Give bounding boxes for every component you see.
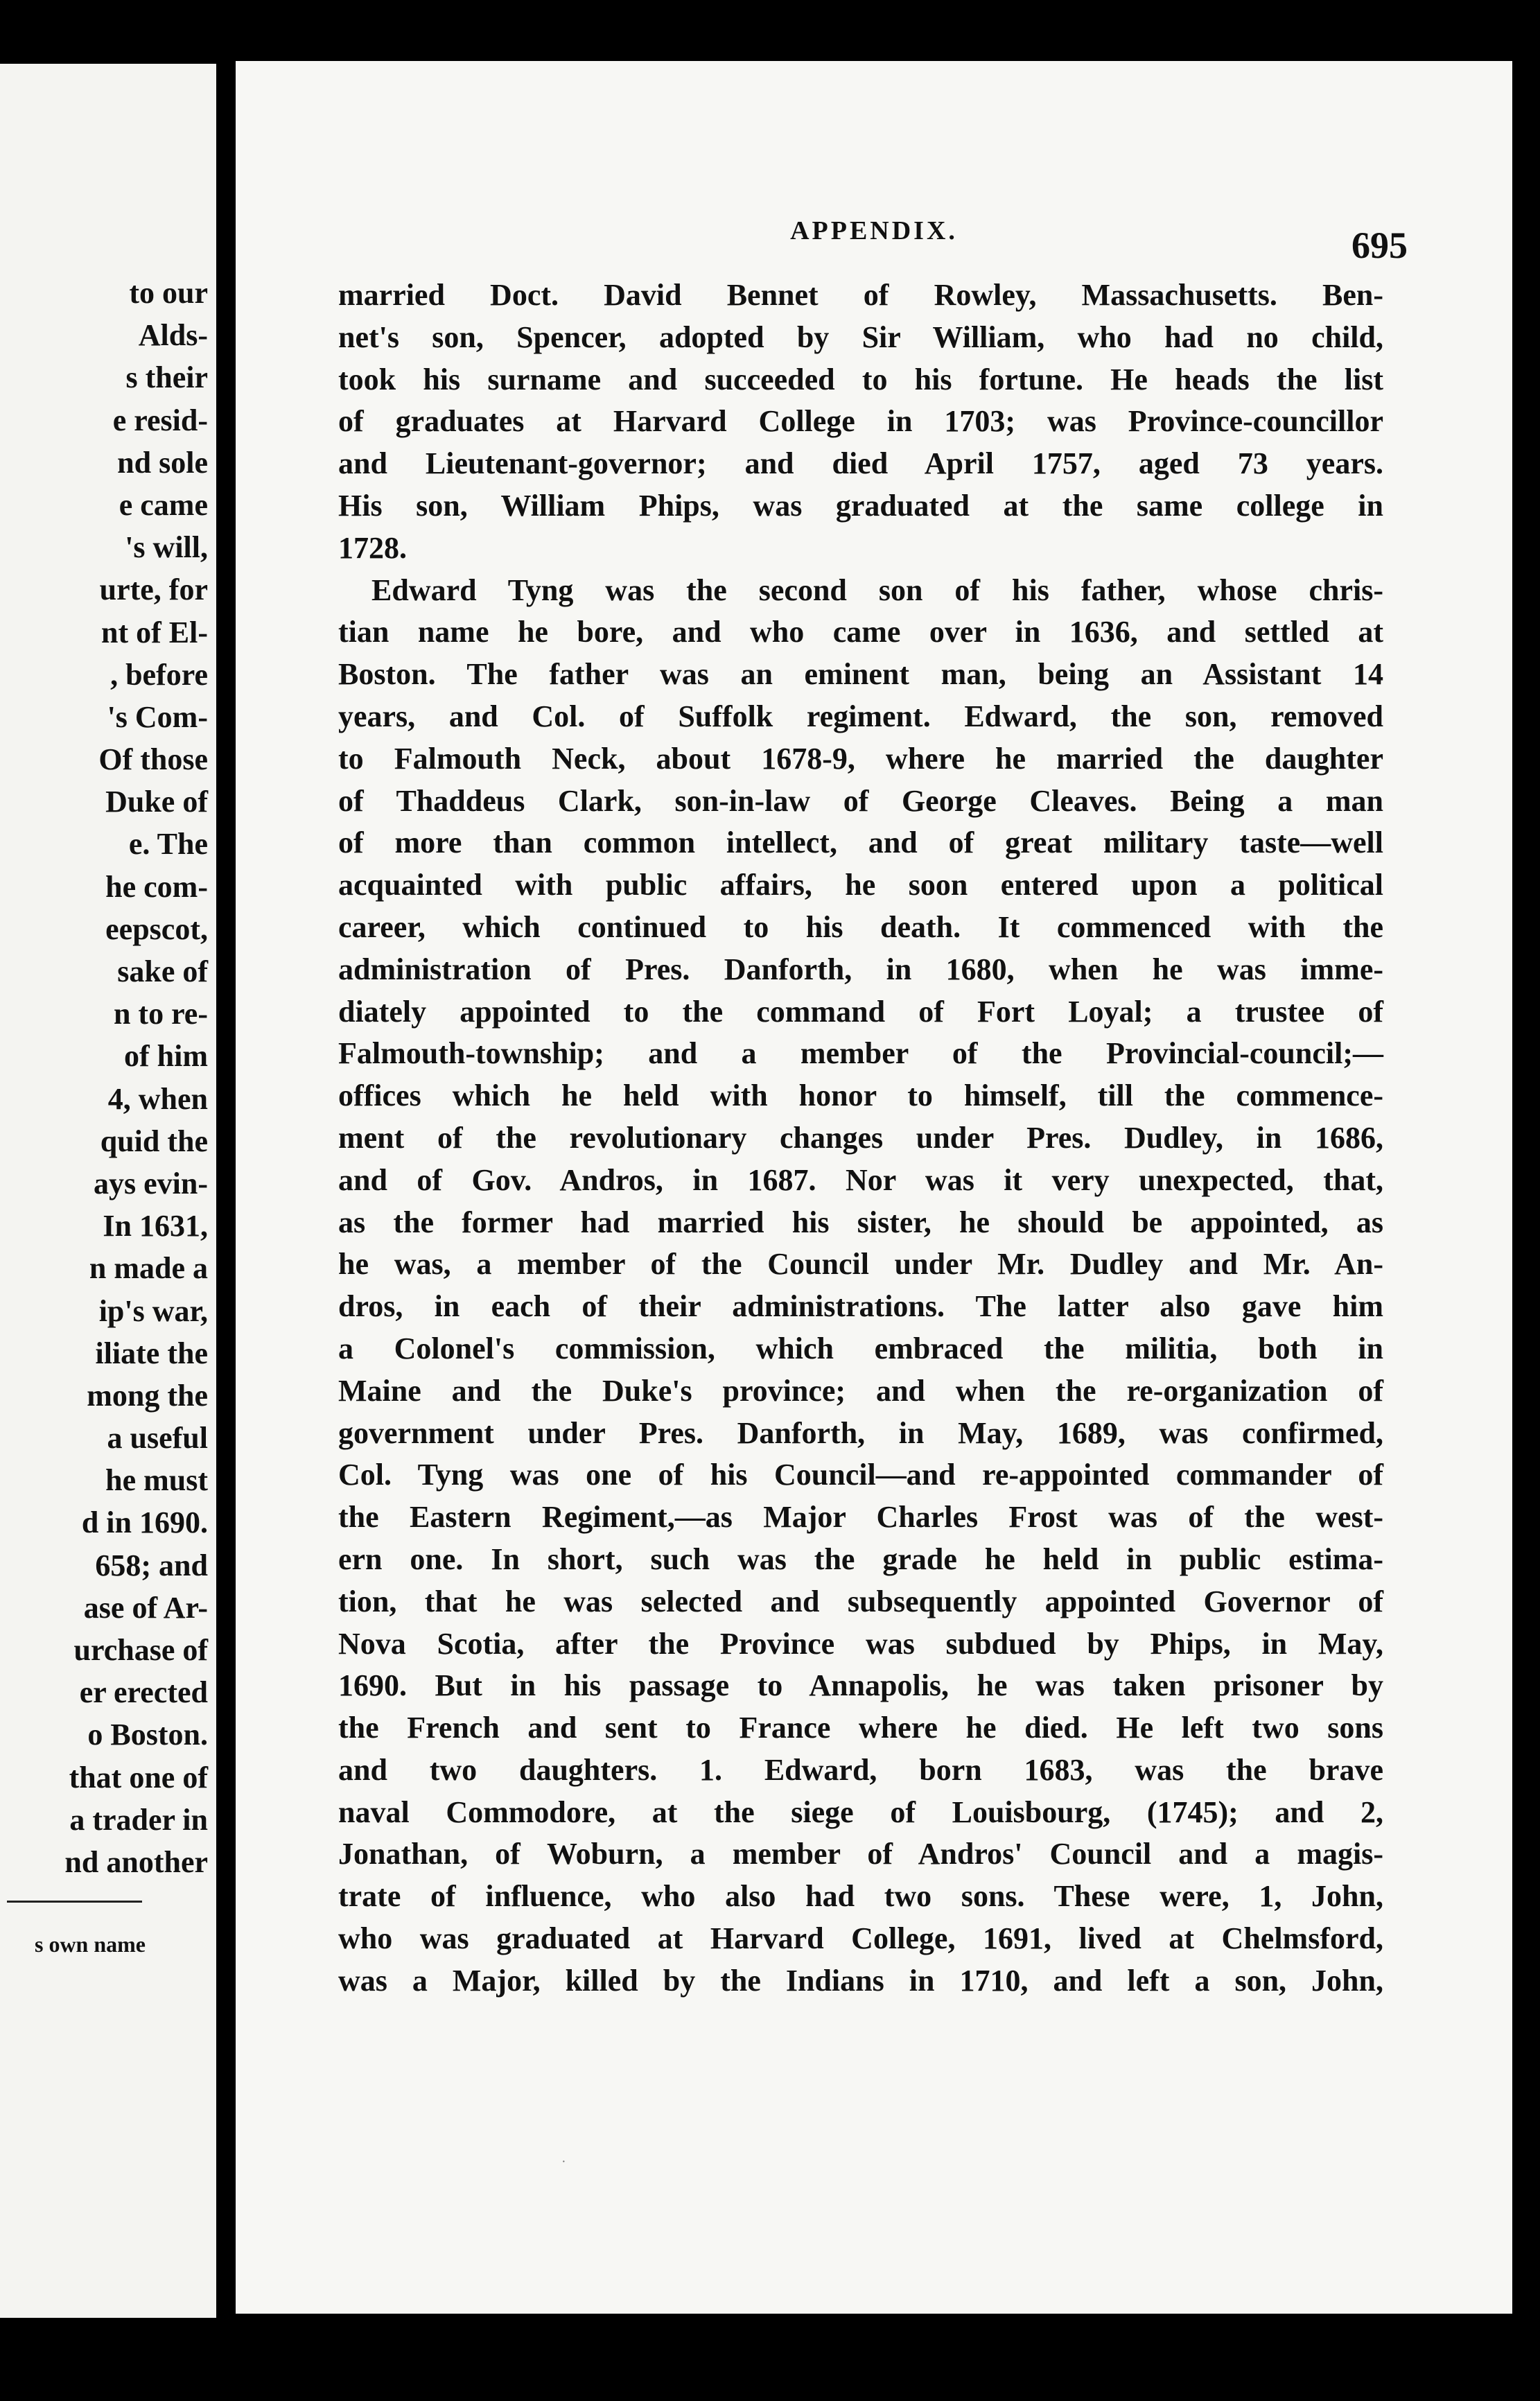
left-line: ase of Ar-: [83, 1590, 208, 1625]
left-footnote: s own name: [34, 1932, 146, 1957]
left-line: 's will,: [125, 530, 208, 565]
left-line: nt of El-: [101, 615, 208, 649]
left-line: quid the: [100, 1124, 208, 1158]
left-line: e came: [119, 487, 208, 522]
text-line: naval Commodore, at the siege of Louisbourg, (1745); and 2,: [338, 1795, 1383, 1829]
left-line: nd sole: [117, 445, 208, 480]
left-line: e resid-: [112, 403, 208, 437]
text-line: and of Gov. Andros, in 1687. Nor was it very unexpected, that,: [338, 1162, 1383, 1197]
left-line: er erected: [79, 1675, 208, 1710]
left-line: ip's war,: [98, 1293, 208, 1328]
text-line: dros, in each of their administrations. The latter also gave him: [338, 1289, 1383, 1324]
left-line: mong the: [87, 1378, 208, 1413]
text-line: career, which continued to his death. It commenced with the: [338, 909, 1383, 944]
text-line: tion, that he was selected and subsequently appointed Governor of: [338, 1584, 1383, 1618]
text-line: and Lieutenant-governor; and died April 1757, aged 73 years.: [338, 446, 1383, 481]
text-line: of Thaddeus Clark, son-in-law of George Cleaves. Being a man: [338, 783, 1383, 818]
left-line: 658; and: [95, 1548, 208, 1582]
text-line: Col. Tyng was one of his Council—and re-appointed commander of: [338, 1458, 1383, 1492]
left-line: urchase of: [73, 1633, 208, 1667]
left-line: nd another: [64, 1844, 208, 1879]
text-line: years, and Col. of Suffolk regiment. Edward, the son, removed: [338, 699, 1383, 733]
left-line: to our: [129, 276, 208, 310]
right-page: [236, 61, 1512, 2314]
text-line: acquainted with public affairs, he soon entered upon a political: [338, 868, 1383, 902]
left-line: Duke of: [105, 785, 208, 819]
left-line: e. The: [128, 827, 208, 862]
left-line: Alds-: [138, 318, 208, 353]
text-line: trate of influence, who also had two sons. These were, 1, John,: [338, 1879, 1383, 1914]
text-line: he was, a member of the Council under Mr. Dudley and Mr. An-: [338, 1247, 1383, 1282]
text-line: Nova Scotia, after the Province was subdued by Phips, in May,: [338, 1626, 1383, 1661]
footnote-rule: [7, 1901, 142, 1903]
text-line: government under Pres. Danforth, in May, 1689, was confirmed,: [338, 1415, 1383, 1450]
left-line: n to re-: [113, 997, 208, 1031]
left-line: ays evin-: [94, 1166, 208, 1200]
text-line: Edward Tyng was the second son of his father, whose chris-: [371, 573, 1383, 607]
text-line: was a Major, killed by the Indians in 1710, and left a son, John,: [338, 1963, 1383, 1998]
left-line: , before: [110, 657, 208, 692]
left-line: a useful: [107, 1421, 208, 1456]
text-line: Maine and the Duke's province; and when the re-organization of: [338, 1373, 1383, 1408]
left-line: a trader in: [69, 1802, 208, 1837]
text-line: of graduates at Harvard College in 1703; was Province-councillor: [338, 404, 1383, 439]
left-page-text: [0, 272, 208, 1883]
left-line: 's Com-: [107, 699, 208, 734]
text-line: tian name he bore, and who came over in 1636, and settled at: [338, 615, 1383, 649]
text-line: the French and sent to France where he died. He left two sons: [338, 1711, 1383, 1745]
text-line: administration of Pres. Danforth, in 1680, when he was imme-: [338, 952, 1383, 986]
page-number: 695: [1351, 225, 1408, 266]
print-speck: ·: [561, 2154, 566, 2169]
text-line: married Doct. David Bennet of Rowley, Massachusetts. Ben-: [338, 278, 1383, 312]
left-line: he must: [105, 1463, 208, 1498]
text-line: to Falmouth Neck, about 1678-9, where he married the daughter: [338, 741, 1383, 776]
left-line: of him: [124, 1039, 208, 1074]
text-line: as the former had married his sister, he should be appointed, as: [338, 1205, 1383, 1239]
left-line: o Boston.: [87, 1718, 208, 1752]
text-line: ment of the revolutionary changes under Pres. Dudley, in 1686,: [338, 1120, 1383, 1155]
text-line: His son, William Phips, was graduated at the same college in: [338, 488, 1383, 523]
text-line: a Colonel's commission, which embraced the militia, both in: [338, 1331, 1383, 1365]
left-line: iliate the: [95, 1336, 208, 1370]
running-head: APPENDIX.: [790, 216, 958, 245]
left-line: 4, when: [107, 1081, 208, 1116]
text-line: offices which he held with honor to himself, till the commence-: [338, 1079, 1383, 1113]
left-line: In 1631,: [103, 1209, 208, 1243]
text-line: Jonathan, of Woburn, a member of Andros' Council and a magis-: [338, 1837, 1383, 1871]
left-page-fragment: [0, 64, 216, 2318]
left-line: that one of: [69, 1760, 208, 1795]
text-line: ern one. In short, such was the grade he held in public estima-: [338, 1542, 1383, 1576]
left-line: s their: [125, 360, 208, 395]
left-line: he com-: [105, 869, 208, 904]
text-line: 1728.: [338, 530, 407, 565]
left-line: sake of: [117, 954, 208, 988]
text-line: diately appointed to the command of Fort Loyal; a trustee of: [338, 994, 1383, 1029]
left-line: n made a: [89, 1251, 208, 1286]
text-line: 1690. But in his passage to Annapolis, he was taken prisoner by: [338, 1668, 1383, 1703]
left-line: urte, for: [99, 573, 208, 607]
text-line: net's son, Spencer, adopted by Sir William, who had no child,: [338, 320, 1383, 354]
text-line: Boston. The father was an eminent man, being an Assistant 14: [338, 657, 1383, 692]
text-line: Falmouth-township; and a member of the Provincial-council;—: [338, 1036, 1383, 1071]
text-line: and two daughters. 1. Edward, born 1683, was the brave: [338, 1752, 1383, 1787]
text-line: the Eastern Regiment,—as Major Charles Frost was of the west-: [338, 1500, 1383, 1535]
left-line: d in 1690.: [81, 1505, 208, 1540]
text-line: who was graduated at Harvard College, 1691, lived at Chelmsford,: [338, 1921, 1383, 1956]
text-line: took his surname and succeeded to his fortune. He heads the list: [338, 362, 1383, 396]
text-line: of more than common intellect, and of great military taste—well: [338, 826, 1383, 860]
left-line: eepscot,: [105, 911, 208, 946]
left-line: Of those: [98, 742, 208, 777]
body-text: [338, 274, 1383, 2002]
